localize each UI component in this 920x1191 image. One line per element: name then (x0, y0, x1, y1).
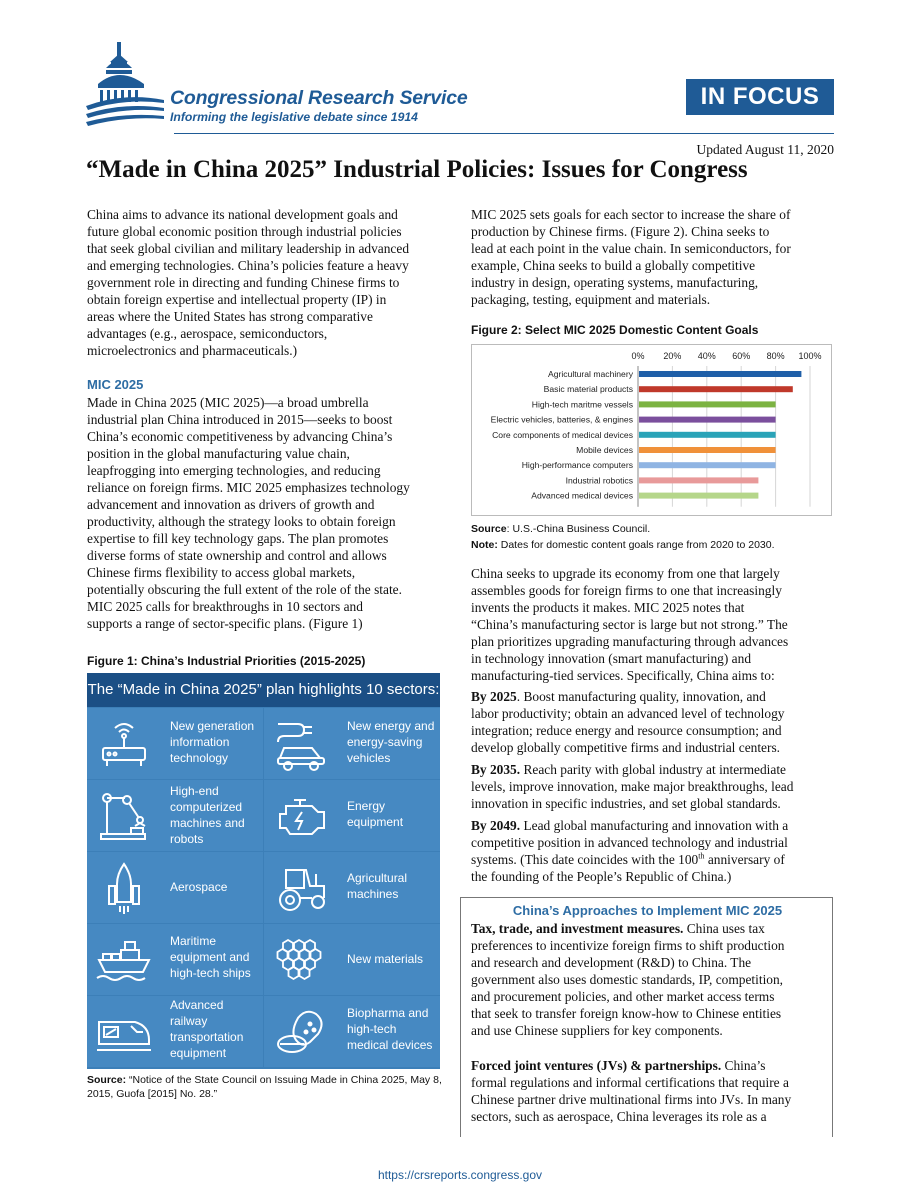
approaches-box-title: China’s Approaches to Implement MIC 2025 (512, 903, 783, 918)
bar (639, 462, 776, 468)
router-icon (95, 716, 153, 772)
figure2-caption: Figure 2: Select MIC 2025 Domestic Content Goals (471, 323, 759, 337)
upgrade-paragraph: China seeks to upgrade its economy from one that largely assembles goods for foreign firms to one that increasingly invents the products it makes. MIC 2025 notes that “China’s manufacturing sector is large but not strong.” The plan prioritizes upgrading manufacturing through advances in technology innovation (smart manufacturing) and manufacturing-tied services. Specifically, China aims to: (471, 566, 789, 683)
bar (639, 432, 776, 438)
tax-trade-paragraph: Tax, trade, and investment measures. China uses tax preferences to incentivize foreign firms to shift production and research and development (R&D) to China. The government also uses domestic standards, IP, competition, and procurement policies, and other market access terms that seek to transfer foreign know-how to Chinese entities and use Chinese suppliers for key components. (471, 921, 785, 1038)
page-title: “Made in China 2025” Industrial Policies: Issues for Congress (86, 156, 748, 183)
figure2-note: Note: Dates for domestic content goals range from 2020 to 2030. (471, 539, 775, 551)
updated-date: Updated August 11, 2020 (696, 142, 834, 157)
rocket-icon (95, 860, 153, 916)
sector-label: New generation information technology (170, 719, 255, 765)
bar (639, 386, 793, 392)
sector-label: Biopharma and high-tech medical devices (347, 1006, 433, 1052)
x-tick-label: 80% (766, 351, 785, 361)
sector-label: Energy equipment (347, 799, 404, 829)
mic2025-paragraph: Made in China 2025 (MIC 2025)—a broad umbrella industrial plan China introduced in 2015—seeks to boost China’s economic competitiveness by advancing China’s position in the global manufacturing value chain, leapfrogging into emerging technologies, and reducing reliance on foreign firms. MIC 2025 emphasizes technology advancement and innovation as drivers of growth and productivity, although the strategy looks to obtain foreign expertise to fill key technology gaps. The plan promotes diverse forms of state ownership and control and allows Chinese firms flexibility to access global markets, potentially obscuring the full extent of the role of the state. MIC 2025 calls for breakthroughs in 10 sectors and supports a range of sector-specific plans. (Figure 1) (87, 395, 410, 631)
section-heading-mic2025: MIC 2025 (87, 377, 144, 392)
sector-cell (264, 708, 440, 779)
category-label: Mobile devices (576, 445, 633, 455)
train-icon (95, 1004, 153, 1060)
electric-car-icon (272, 716, 330, 772)
hexagon-grid-icon (272, 932, 330, 988)
org-name: Congressional Research Service (170, 87, 468, 109)
tractor-icon (272, 860, 330, 916)
approaches-box (460, 897, 833, 1137)
header-rule (174, 133, 834, 134)
category-label: Basic material products (543, 384, 633, 395)
sector-cell (87, 924, 263, 995)
footer-url[interactable]: https://crsreports.congress.gov (377, 1168, 543, 1182)
robot-arm-icon (95, 788, 153, 844)
forced-jv-paragraph: Forced joint ventures (JVs) & partnerships. China’s formal regulations and informal certifications that require a Chinese partner drive multinational firms into JVs. In many sectors, such as aerospace, China leverages its role as a (471, 1058, 792, 1124)
sector-cell (87, 780, 263, 851)
category-label: High-performance computers (521, 460, 633, 471)
sector-label: Advanced railway transportation equipment (170, 998, 244, 1060)
figure1-banner: The “Made in China 2025” plan highlights 10 sectors: (87, 673, 440, 707)
sector-cell (264, 852, 440, 923)
sector-cell (264, 780, 440, 851)
bar (639, 371, 801, 377)
category-label: Electric vehicles, batteries, & engines (490, 414, 633, 425)
x-tick-label: 40% (697, 351, 716, 361)
x-tick-label: 60% (732, 351, 751, 361)
bar (639, 447, 776, 453)
sector-cell (264, 924, 440, 995)
sector-label: Agricultural machines (347, 871, 408, 901)
figure1-infographic (87, 673, 440, 1069)
bar (639, 477, 758, 483)
ship-icon (95, 932, 153, 988)
figure2-source: Source: U.S.-China Business Council. (471, 523, 651, 535)
sector-label: Aerospace (170, 880, 228, 894)
goal-2049: By 2049. Lead global manufacturing and innovation with a competitive position in advanced technology and industrial systems. (This date coincides with the 100th anniversary of the founding of the People’s Republic of China.) (471, 818, 789, 884)
intro-paragraph: China aims to advance its national development goals and future global economic position through industrial policies that seek global civilian and military leadership in advanced and emerging technologies. China’s policies feature a heavy government role in directing and funding Chinese firms to obtain foreign expertise and intellectual property (IP) in areas where the United States has strong comparative advantages (e.g., aerospace, semiconductors, microelectronics and pharmaceuticals.) (87, 207, 410, 358)
x-tick-label: 0% (631, 351, 645, 361)
sector-cell (87, 996, 263, 1067)
sector-cell (87, 708, 263, 779)
engine-icon (272, 788, 330, 844)
in-focus-badge: IN FOCUS (686, 79, 834, 115)
category-label: Core components of medical devices (492, 429, 633, 440)
bar (639, 493, 758, 499)
right-intro-paragraph: MIC 2025 sets goals for each sector to increase the share of production by Chinese firms. (Figure 2). China seeks to lead at each point in the value chain. In semiconductors, for example, China seeks to build a globally competitive industry in design, operating systems, manufacturing, packaging, testing, equipment and materials. (471, 207, 791, 307)
figure2-chart (471, 344, 832, 516)
sector-label: New materials (347, 952, 424, 966)
category-label: High-tech maritme vessels (531, 399, 633, 410)
pills-icon (272, 1004, 330, 1060)
category-label: Industrial robotics (565, 475, 633, 486)
goal-2025: By 2025. Boost manufacturing quality, innovation, and labor productivity; obtain an advanced level of technology integration; reduce energy and resource consumption; and develop globally competitive firms and industrial centers. (471, 689, 785, 755)
figure1-caption: Figure 1: China’s Industrial Priorities (2015-2025) (87, 654, 366, 668)
bar (639, 417, 776, 423)
sector-cell (264, 996, 440, 1067)
sector-label: High-end computerized machines and robots (170, 784, 245, 846)
category-label: Advanced medical devices (531, 490, 633, 501)
sector-label: Maritime equipment and high-tech ships (170, 934, 251, 980)
sector-label: New energy and energy-saving vehicles (347, 719, 435, 765)
x-tick-label: 20% (663, 351, 682, 361)
bar (639, 401, 776, 407)
goal-2035: By 2035. Reach parity with global industry at intermediate levels, improve innovation, make major breakthroughs, lead innovation in specific industries, and set global standards. (471, 762, 794, 811)
chart-plot (472, 345, 833, 517)
x-tick-label: 100% (798, 351, 822, 361)
figure1-source: Source: “Notice of the State Council on Issuing Made in China 2025, May 8, 2015, Guofa [2015] No. 28.” (87, 1074, 442, 1100)
org-tagline: Informing the legislative debate since 1914 (170, 110, 418, 124)
sector-cell (87, 852, 263, 923)
crs-logo-icon (84, 40, 166, 132)
category-label: Agricultural machinery (547, 369, 633, 379)
